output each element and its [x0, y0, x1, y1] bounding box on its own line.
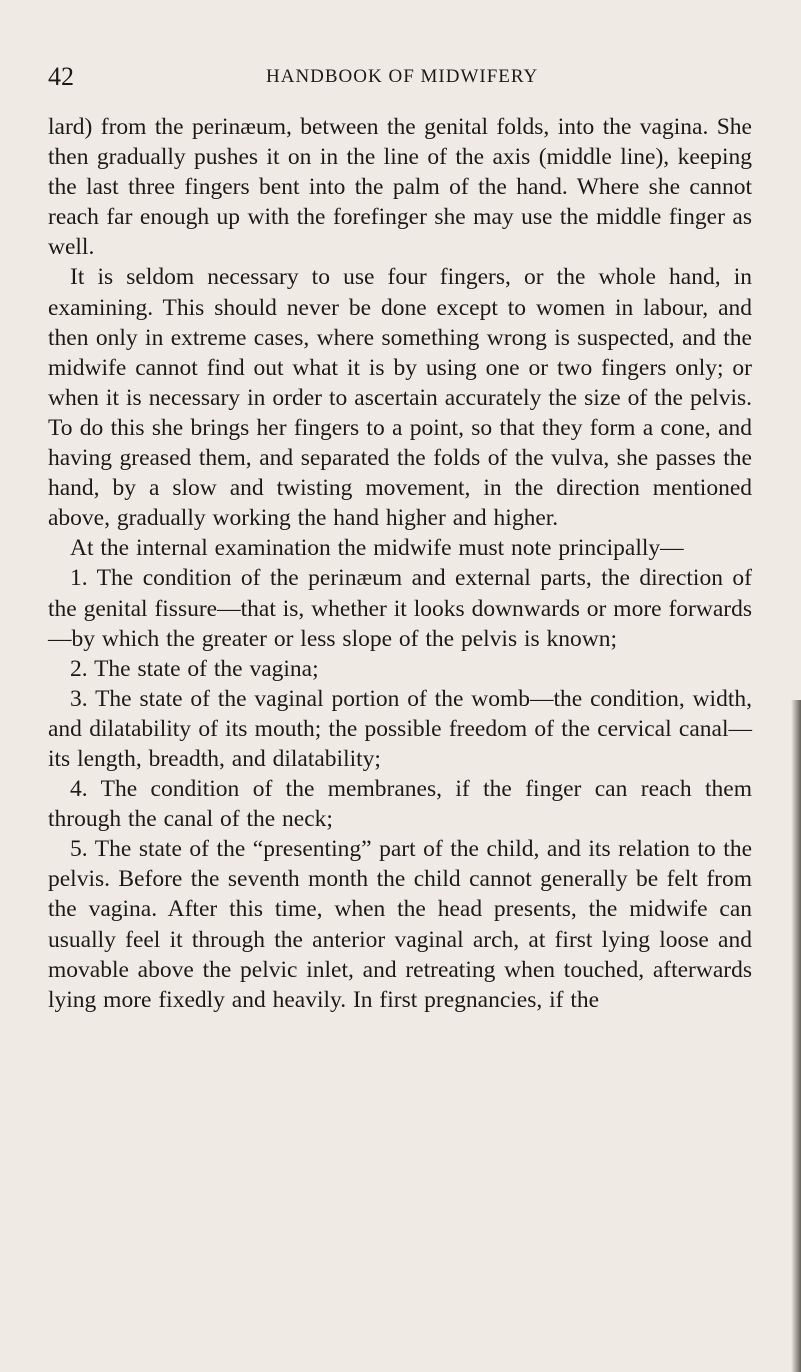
- list-item: 4. The condition of the membranes, if the finger can reach them through the canal of the neck;: [48, 776, 752, 833]
- page-edge-shadow: [791, 700, 801, 1372]
- list-item: 3. The state of the vaginal portion of the womb—the condition, width, and dilatability of its mouth; the possible freedom of the cervical canal—its length, breadth, and dilatability;: [48, 685, 752, 772]
- running-head: HANDBOOK OF MIDWIFERY: [266, 66, 539, 87]
- paragraph: lard) from the perinæum, between the genital folds, into the vagina. She then gradually pushes it on in the line of the axis (middle line), keeping the last three fingers bent into the palm of the hand. Where she cannot reach far enough up with the forefinger she may use the middle finger as well.: [48, 114, 752, 261]
- list-item: 1. The condition of the perinæum and external parts, the direction of the genital fissure—that is, whether it looks downwards or more forwards—by which the greater or less slope of the pelvis is known;: [48, 565, 752, 652]
- paragraph: It is seldom necessary to use four fingers, or the whole hand, in examining. This should never be done except to women in labour, and then only in extreme cases, where something wrong is suspected, and the midwife cannot find out what it is by using one or two fingers only; or when it is necessary in order to ascertain accurately the size of the pelvis. To do this she brings her fingers to a point, so that they form a cone, and having greased them, and separated the folds of the vulva, she passes the hand, by a slow and twisting movement, in the direction mentioned above, gradually working the hand higher and higher.: [48, 264, 752, 532]
- body-text: [48, 112, 752, 1015]
- list-item: 5. The state of the “presenting” part of the child, and its relation to the pelvis. Before the seventh month the child cannot generally be felt from the vagina. After this time, when the head presents, the midwife can usually feel it through the anterior vaginal arch, at first lying loose and movable above the pelvic inlet, and retreating when touched, afterwards lying more fixedly and heavily. In first pregnancies, if the: [48, 836, 752, 1013]
- list-item: 2. The state of the vagina;: [70, 655, 319, 682]
- page-number: 42: [48, 62, 74, 91]
- page-header: [48, 62, 748, 92]
- paragraph: At the internal examination the midwife must note principally—: [70, 535, 684, 562]
